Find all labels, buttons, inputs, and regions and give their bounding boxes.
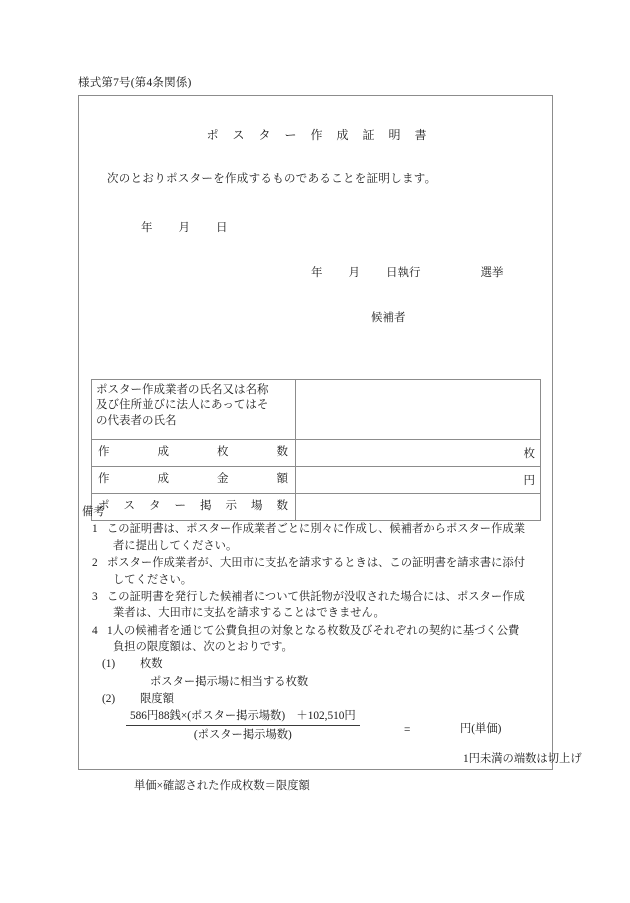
sub-item-label: 枚数 (140, 658, 163, 671)
note-line-2: 負担の限度額は、次のとおりです。 (113, 641, 293, 653)
note-number: 3 (92, 590, 98, 603)
election-year: 年 (311, 267, 323, 279)
issue-date-month: 月 (178, 222, 190, 234)
page-title: ポ ス タ ー 作 成 証 明 書 (206, 128, 432, 142)
election-day-execution: 日執行 (386, 267, 421, 279)
remarks-sub-item (82, 656, 548, 672)
issue-date-day: 日 (216, 222, 228, 234)
table-row-label-amount (92, 467, 296, 494)
label-char: 枚 (217, 445, 229, 458)
sub-item-label: 限度額 (140, 693, 174, 706)
formula-final-line: 単価×確認された作成枚数＝限度額 (134, 779, 310, 792)
remarks-note (82, 521, 548, 554)
label-char: 数 (276, 499, 288, 512)
producer-label-line-2: 及び住所並びに法人にあってはそ (96, 399, 269, 412)
label-char: タ (149, 499, 161, 512)
table-row-label-sheet-count (92, 440, 296, 467)
label-char: ー (174, 499, 186, 512)
sub-item-number: (1) (102, 658, 116, 671)
remarks-note (82, 555, 548, 588)
label-char: 作 (98, 472, 110, 485)
amount-value-cell[interactable]: 円 (296, 467, 541, 494)
election-month: 月 (348, 267, 360, 279)
note-line-1: この証明書は、ポスター作成業者ごとに別々に作成し、候補者からポスター作成業 (107, 523, 525, 536)
certificate-table (91, 379, 541, 521)
note-number: 2 (92, 557, 98, 570)
formula-roundup-note: 1円未満の端数は切上げ (463, 752, 582, 765)
remarks-heading: 備考 (82, 506, 105, 518)
producer-value-cell[interactable] (296, 380, 541, 440)
election-name: 選挙 (480, 267, 504, 279)
label-char: 金 (217, 472, 229, 485)
sub-item-body: ポスター掲示場に相当する枚数 (150, 675, 309, 688)
label-char: 数 (276, 445, 288, 458)
certificate-frame (78, 95, 582, 792)
table-row (92, 380, 541, 440)
sheet-count-value-cell[interactable]: 枚 (296, 440, 541, 467)
note-line-2: 者に提出してください。 (113, 539, 238, 552)
label-char: ス (123, 499, 135, 512)
formula-numerator: 586円88銭×(ポスター掲示場数) ＋102,510円 (126, 708, 360, 726)
table-row (92, 440, 541, 467)
remarks-section (82, 504, 582, 804)
note-line-1: この証明書を発行した候補者について供託物が没収された場合には、ポスター作成 (107, 590, 525, 603)
note-line-2: してください。 (113, 573, 193, 586)
note-number: 1 (92, 523, 98, 536)
table-row (92, 467, 541, 494)
formula-equals-sign: = (404, 723, 411, 736)
formula-denominator: (ポスター掲示場数) (193, 728, 292, 741)
label-char: 掲 (200, 499, 212, 512)
remarks-note (82, 623, 548, 656)
producer-label-line-1: ポスター作成業者の氏名又は名称 (96, 384, 269, 396)
label-char: 成 (157, 445, 169, 458)
label-char: 場 (251, 499, 263, 512)
note-line-1: 1人の候補者を通じて公費負担の対象となる枚数及びそれぞれの契約に基づく公費 (107, 624, 520, 637)
issue-date-year: 年 (141, 222, 153, 234)
form-number: 様式第7号(第4条関係) (78, 77, 192, 89)
label-char: 額 (276, 472, 288, 485)
formula-result-unit: 円(単価) (460, 722, 502, 735)
note-line-1: ポスター作成業者が、大田市に支払を請求するときは、この証明書を請求書に添付 (107, 557, 525, 570)
sub-item-number: (2) (102, 693, 116, 706)
remarks-sub-item (82, 691, 548, 707)
issue-date-line (141, 219, 228, 235)
label-char: 成 (157, 472, 169, 485)
limit-formula (82, 708, 582, 804)
table-row-label-producer (92, 380, 296, 440)
label-char: ポ (98, 499, 110, 512)
producer-label-line-3: の代表者の氏名 (96, 414, 177, 427)
election-date-line (311, 264, 504, 280)
candidate-label: 候補者 (371, 312, 406, 324)
intro-sentence: 次のとおりポスターを作成するものであることを証明します。 (107, 173, 437, 185)
label-char: 示 (225, 499, 237, 512)
note-number: 4 (92, 624, 98, 637)
label-char: 作 (98, 445, 110, 458)
remarks-note (82, 589, 548, 622)
formula-fraction (126, 708, 360, 744)
note-line-2: 業者は、大田市に支払を請求することはできません。 (113, 607, 385, 620)
